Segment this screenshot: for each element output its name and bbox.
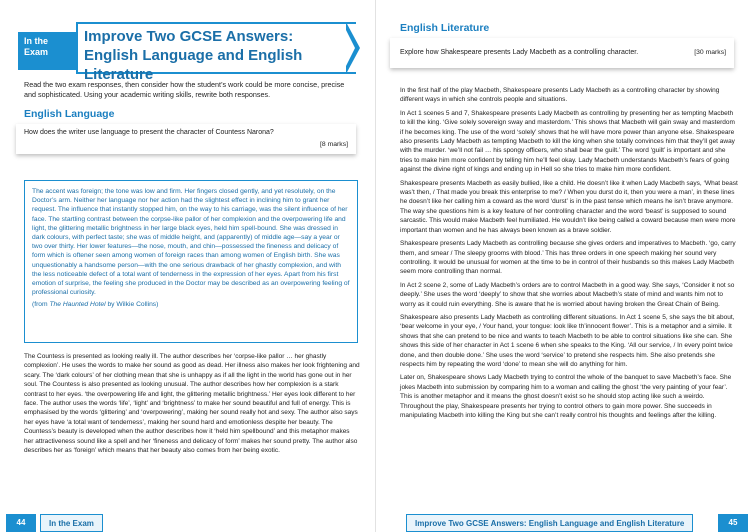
right-page (375, 0, 750, 532)
section-heading-language: English Language (24, 108, 115, 120)
student-answer-literature (400, 86, 738, 424)
section-heading-literature: English Literature (400, 22, 490, 34)
source-extract (24, 180, 358, 343)
question-text: How does the writer use language to present the character of Countess Narona? (24, 129, 274, 136)
page-number-left: 44 (6, 514, 36, 532)
extract-source: (from The Haunted Hotel by Wilkie Collins) (32, 301, 159, 309)
footer-label-left: In the Exam (40, 514, 103, 532)
question-box-literature (390, 38, 734, 68)
extract-text: The accent was foreign; the tone was low and firm. Her fingers closed gently, and yet resolutely, on the Doctor’s arm. Neither her language nor her action had the slightest effect in inclining him to grant her request. The influence that instantly stopped him, on the way to his carriage, was the silent influence of her face. The startling contrast between the corpse-like pallor of her complexion and the overpowering life and light, the glittering metallic brightness in her large black eyes, held him spell-bound. She was dressed in dark colours, with perfect taste; she was of middle height, and (apparently) of middle age—say a year or two over thirty. Her lower features—the nose, mouth, and chin—possessed the fineness and delicacy of form which is oftener seen among women of foreign races than among women of English birth. She was unquestionably a handsome person—with the one serious drawback of her ghastly complexion, and with the less noticeable defect of a total want of tenderness in the expression of her eyes. Apart from his first emotion of surprise, the feeling she produced in the Doctor may be described as an overpowering feeling of professional curiosity. (32, 188, 350, 297)
intro-text: Read the two exam responses, then consider how the student’s work could be more concise, precise and sophisticated. Using your academic writing skills, rewrite both responses. (24, 80, 345, 99)
footer-label-right: Improve Two GCSE Answers: English Language and English Literature (406, 514, 693, 532)
answer-paragraph: In the first half of the play Macbeth, Shakespeare presents Lady Macbeth as a controlling character by showing different ways in which she controls people and situations. (400, 87, 720, 104)
answer-paragraph: Shakespeare presents Lady Macbeth as controlling because she gives orders and imperatives to Macbeth. ‘go, carry them, and smear / The sleepy grooms with blood.’ This has three orders in one speech making her sound very controlling. It would be unusual for women at the time to be in control of their husbands so this makes Lady Macbeth seem more controlling than normal. (400, 240, 736, 276)
page-number-right: 45 (718, 514, 748, 532)
student-answer-language: The Countess is presented as looking really ill. The author describes her ‘corpse-like pallor … her ghastly complexion’. He uses the words to make her sound as good as dead. Her illness also makes her look frightening and scary. The ‘dark colours’ of her clothing mean that she is unhappy as if all the light in the world has gone out in her soul. The Countess is also presented as looking unusual. The author describes how her complexion is a stark contrast to her eyes. ‘the overpowering life and light, the glittering metallic brightness.’ Her eyes look different to her face. The author uses the words ‘life’, ‘light’ and ‘brightness’ to make her sound beautiful and full of energy. This is emphasised by the words ‘glittering’ and ‘overpowering’, making her sound really hot and sexy. The author also says her eyes have ‘a total want of tenderness’, making her sound hard and emotionless despite her beauty. The Countess’s beauty is developed when the author describes how it ‘held him spellbound’ and this metaphor makes her attractiveness sound like a spell and her ‘fineness and delicacy of form’ makes her sound pretty. The author also describes her as ‘foreign’ which means that her beauty also comes from her being exotic. (24, 353, 360, 455)
page-title: Improve Two GCSE Answers: English Language and English Literature (84, 28, 303, 83)
question-marks: [30 marks] (694, 49, 726, 56)
question-text: Explore how Shakespeare presents Lady Macbeth as a controlling character. (400, 49, 639, 56)
question-box-language (16, 124, 356, 154)
answer-paragraph: In Act 2 scene 2, some of Lady Macbeth’s orders are to control Macbeth in a good way. She says, ‘Consider it not so deeply.’ She uses the word ‘deeply’ to show that she worries about Macbeth’s state of mind and wants him not to worry as it could ruin everything. She is aware that he is worried about having broken the Great Chain of Being. (400, 281, 735, 308)
section-tab: In the Exam (18, 32, 76, 70)
answer-paragraph: Later on, Shakespeare shows Lady Macbeth trying to control the whole of the banquet to save Macbeth’s face. She jokes Macbeth into submission by comparing him to a woman and calling the ghost ‘the very painting of your fear’. This is another metaphor and it means the ghost doesn’t exist so he should stop acting like such a weirdo. Throughout the play, Shakespeare presents her trying to control others to gain more power. She succeeds in manipulating Macbeth into killing the King but she can’t really control his thoughts and feelings after the killing. (400, 374, 732, 419)
answer-paragraph: In Act 1 scenes 5 and 7, Shakespeare presents Lady Macbeth as controlling by presenting her as tempting Macbeth to kill the king. ‘Give solely sovereign sway and masterdom.’ This shows that Macbeth will gain sway and masterdom if he becomes king. The use of the word ‘solely’ shows that he will have more power than anyone else. Shakespeare also presents Lady Macbeth as tempting Macbeth to kill the king when she totally convinces him that they’ll get away with the murder. ‘we’ll not fail … his spongy officers, who shall bear the guilt.’ The word ‘guilt’ is important and she tries to make him more confident by telling him he’ll feel okay. Lady Macbeth understands Macbeth’s fears of going against the divine right of kings and ending up in Hell so she tries to make him more confident. (400, 109, 735, 174)
answer-paragraph: Shakespeare also presents Lady Macbeth as controlling different situations. In Act 1 scene 5, she says the bit about, ‘bear welcome in your eye, / Your hand, your tongue: look like th’innocent flower’. This is a metaphor and a simile. It shows that she can pretend to be nice and wants to teach Macbeth to be able to control situations like she can. She shows this side of her character in Act 1 scene 6 when she speaks to the King. ‘All our service, / In every point twice done, and then double done.’ She uses the word ‘service’ to pretend she respects him. She also pretends she respects him by repeating the word ‘done’ to mean she will do anything for him. (400, 313, 735, 368)
answer-paragraph: Shakespeare presents Macbeth as easily bullied, like a child. He doesn’t like it when Lady Macbeth says, ‘What beast was’t then, / That made you break this enterprise to me? / When you durst do it, then you were a man’, in these lines he doesn’t like her calling him a coward as the word ‘durst’ is in the past tense which means he isn’t brave anymore. The way she questions him is a key feature of her controlling character and the word ‘beast’ is supposed to sound sarcastic. This would make Macbeth feel humiliated. He wouldn’t like being called a coward because men were more important than women and he has always been known as a brave soldier. (400, 179, 738, 234)
question-marks: [8 marks] (320, 141, 348, 148)
